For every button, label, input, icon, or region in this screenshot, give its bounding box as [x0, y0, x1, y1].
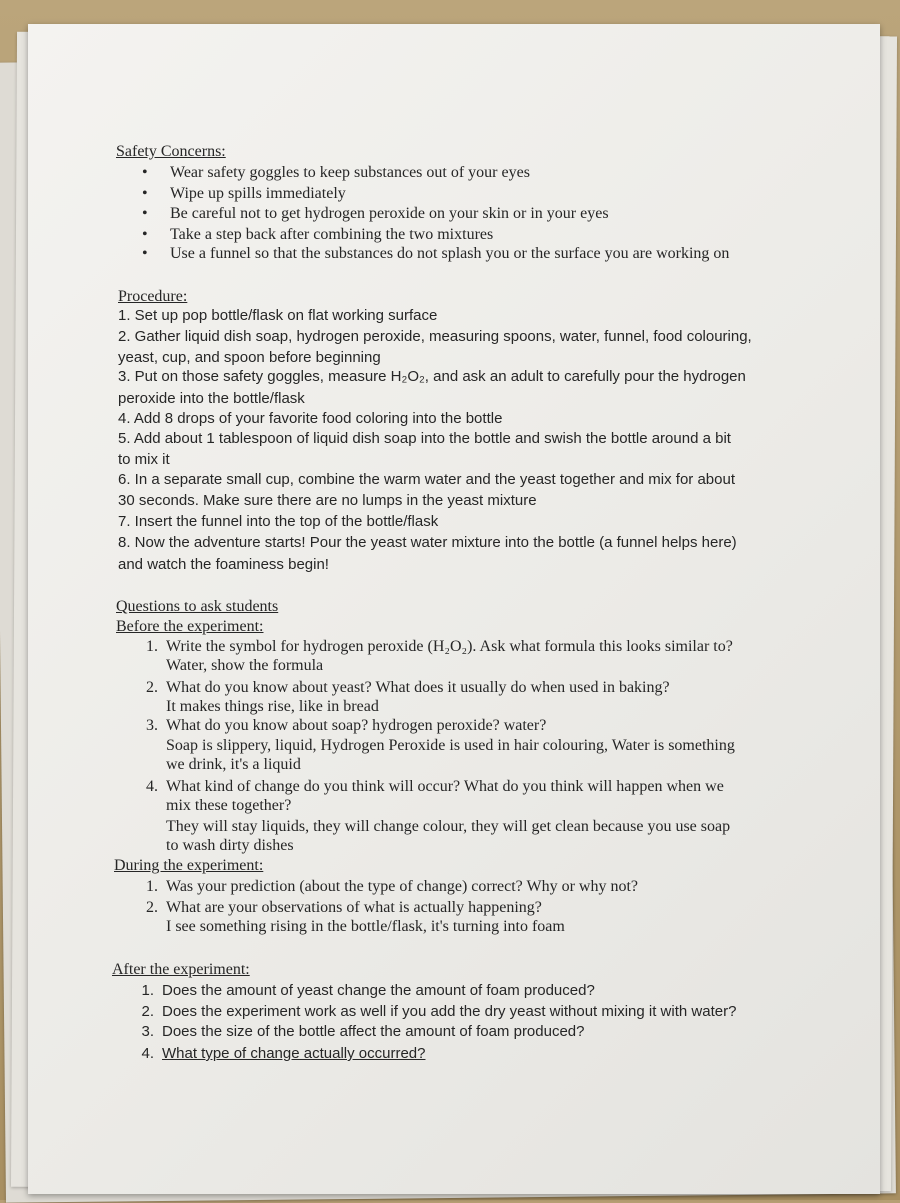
before-answer: Water, show the formula: [166, 657, 324, 674]
during-heading: During the experiment:: [114, 857, 264, 874]
question-text: What do you know about yeast? What does it usually do when used in baking?: [166, 679, 670, 696]
safety-heading: Safety Concerns:: [116, 143, 226, 160]
during-question: [146, 898, 542, 918]
safety-item: • Wear safety goggles to keep substances out of your eyes: [170, 163, 530, 183]
procedure-line: 1. Set up pop bottle/flask on flat working surface: [118, 307, 438, 324]
question-text: What are your observations of what is actually happening?: [166, 899, 542, 916]
procedure-line: 7. Insert the funnel into the top of the bottle/flask: [118, 513, 439, 530]
question-number: 3.: [141, 1023, 154, 1040]
question-number: 2.: [141, 1003, 154, 1020]
question-number: 1.: [141, 982, 154, 999]
safety-item: • Use a funnel so that the substances do not splash you or the surface you are working on: [170, 244, 729, 264]
before-heading: Before the experiment:: [116, 618, 264, 635]
procedure-line: peroxide into the bottle/flask: [118, 390, 305, 407]
question-number: 1.: [146, 638, 158, 655]
question-text: Write the symbol for hydrogen peroxide (H₂O₂). Ask what formula this looks similar to?: [166, 638, 733, 655]
after-question: [141, 1002, 737, 1022]
procedure-line: 5. Add about 1 tablespoon of liquid dish soap into the bottle and swish the bottle around a bit: [118, 430, 731, 447]
procedure-heading: Procedure:: [118, 288, 188, 305]
question-number: 4.: [141, 1045, 154, 1062]
safety-item: • Take a step back after combining the two mixtures: [170, 225, 493, 245]
questions-heading: Questions to ask students: [116, 598, 279, 615]
question-text: What type of change actually occurred?: [162, 1045, 426, 1062]
procedure-line: to mix it: [118, 451, 170, 468]
question-text: Was your prediction (about the type of change) correct? Why or why not?: [166, 878, 639, 895]
before-question: [146, 716, 547, 736]
safety-item: • Wipe up spills immediately: [170, 184, 346, 204]
before-question: [146, 637, 733, 657]
question-text: What kind of change do you think will occur? What do you think will happen when we: [166, 778, 724, 795]
after-heading: After the experiment:: [112, 961, 250, 978]
procedure-line: yeast, cup, and spoon before beginning: [118, 349, 381, 366]
question-number: 4.: [146, 778, 158, 795]
question-text: Does the experiment work as well if you add the dry yeast without mixing it with water?: [162, 1003, 737, 1020]
before-answer: Soap is slippery, liquid, Hydrogen Peroxide is used in hair colouring, Water is something: [166, 737, 735, 754]
during-answer: I see something rising in the bottle/flask, it's turning into foam: [166, 918, 565, 935]
question-number: 1.: [146, 878, 158, 895]
before-answer: we drink, it's a liquid: [166, 756, 301, 773]
question-number: 2.: [146, 899, 158, 916]
after-question: [141, 981, 595, 1001]
question-text: Does the size of the bottle affect the amount of foam produced?: [162, 1023, 585, 1040]
after-question: [141, 1044, 426, 1064]
procedure-line: 2. Gather liquid dish soap, hydrogen peroxide, measuring spoons, water, funnel, food colouring,: [118, 328, 752, 345]
question-text: What do you know about soap? hydrogen peroxide? water?: [166, 717, 547, 734]
before-answer: It makes things rise, like in bread: [166, 698, 379, 715]
safety-item: • Be careful not to get hydrogen peroxide on your skin or in your eyes: [170, 204, 609, 224]
before-answer: They will stay liquids, they will change colour, they will get clean because you use soap: [166, 818, 731, 835]
after-question: [141, 1022, 585, 1042]
procedure-line: 3. Put on those safety goggles, measure H₂O₂, and ask an adult to carefully pour the hydrogen: [118, 368, 746, 385]
before-answer: to wash dirty dishes: [166, 837, 294, 854]
before-question-cont: mix these together?: [166, 797, 292, 814]
question-number: 3.: [146, 717, 158, 734]
procedure-line: and watch the foaminess begin!: [118, 556, 329, 573]
during-question: [146, 877, 639, 897]
before-question: [146, 777, 724, 797]
procedure-line: 4. Add 8 drops of your favorite food coloring into the bottle: [118, 410, 503, 427]
procedure-line: 8. Now the adventure starts! Pour the yeast water mixture into the bottle (a funnel helps here): [118, 534, 737, 551]
before-question: [146, 678, 670, 698]
procedure-line: 6. In a separate small cup, combine the warm water and the yeast together and mix for about: [118, 471, 735, 488]
question-text: Does the amount of yeast change the amount of foam produced?: [162, 982, 595, 999]
procedure-line: 30 seconds. Make sure there are no lumps in the yeast mixture: [118, 492, 537, 509]
question-number: 2.: [146, 679, 158, 696]
